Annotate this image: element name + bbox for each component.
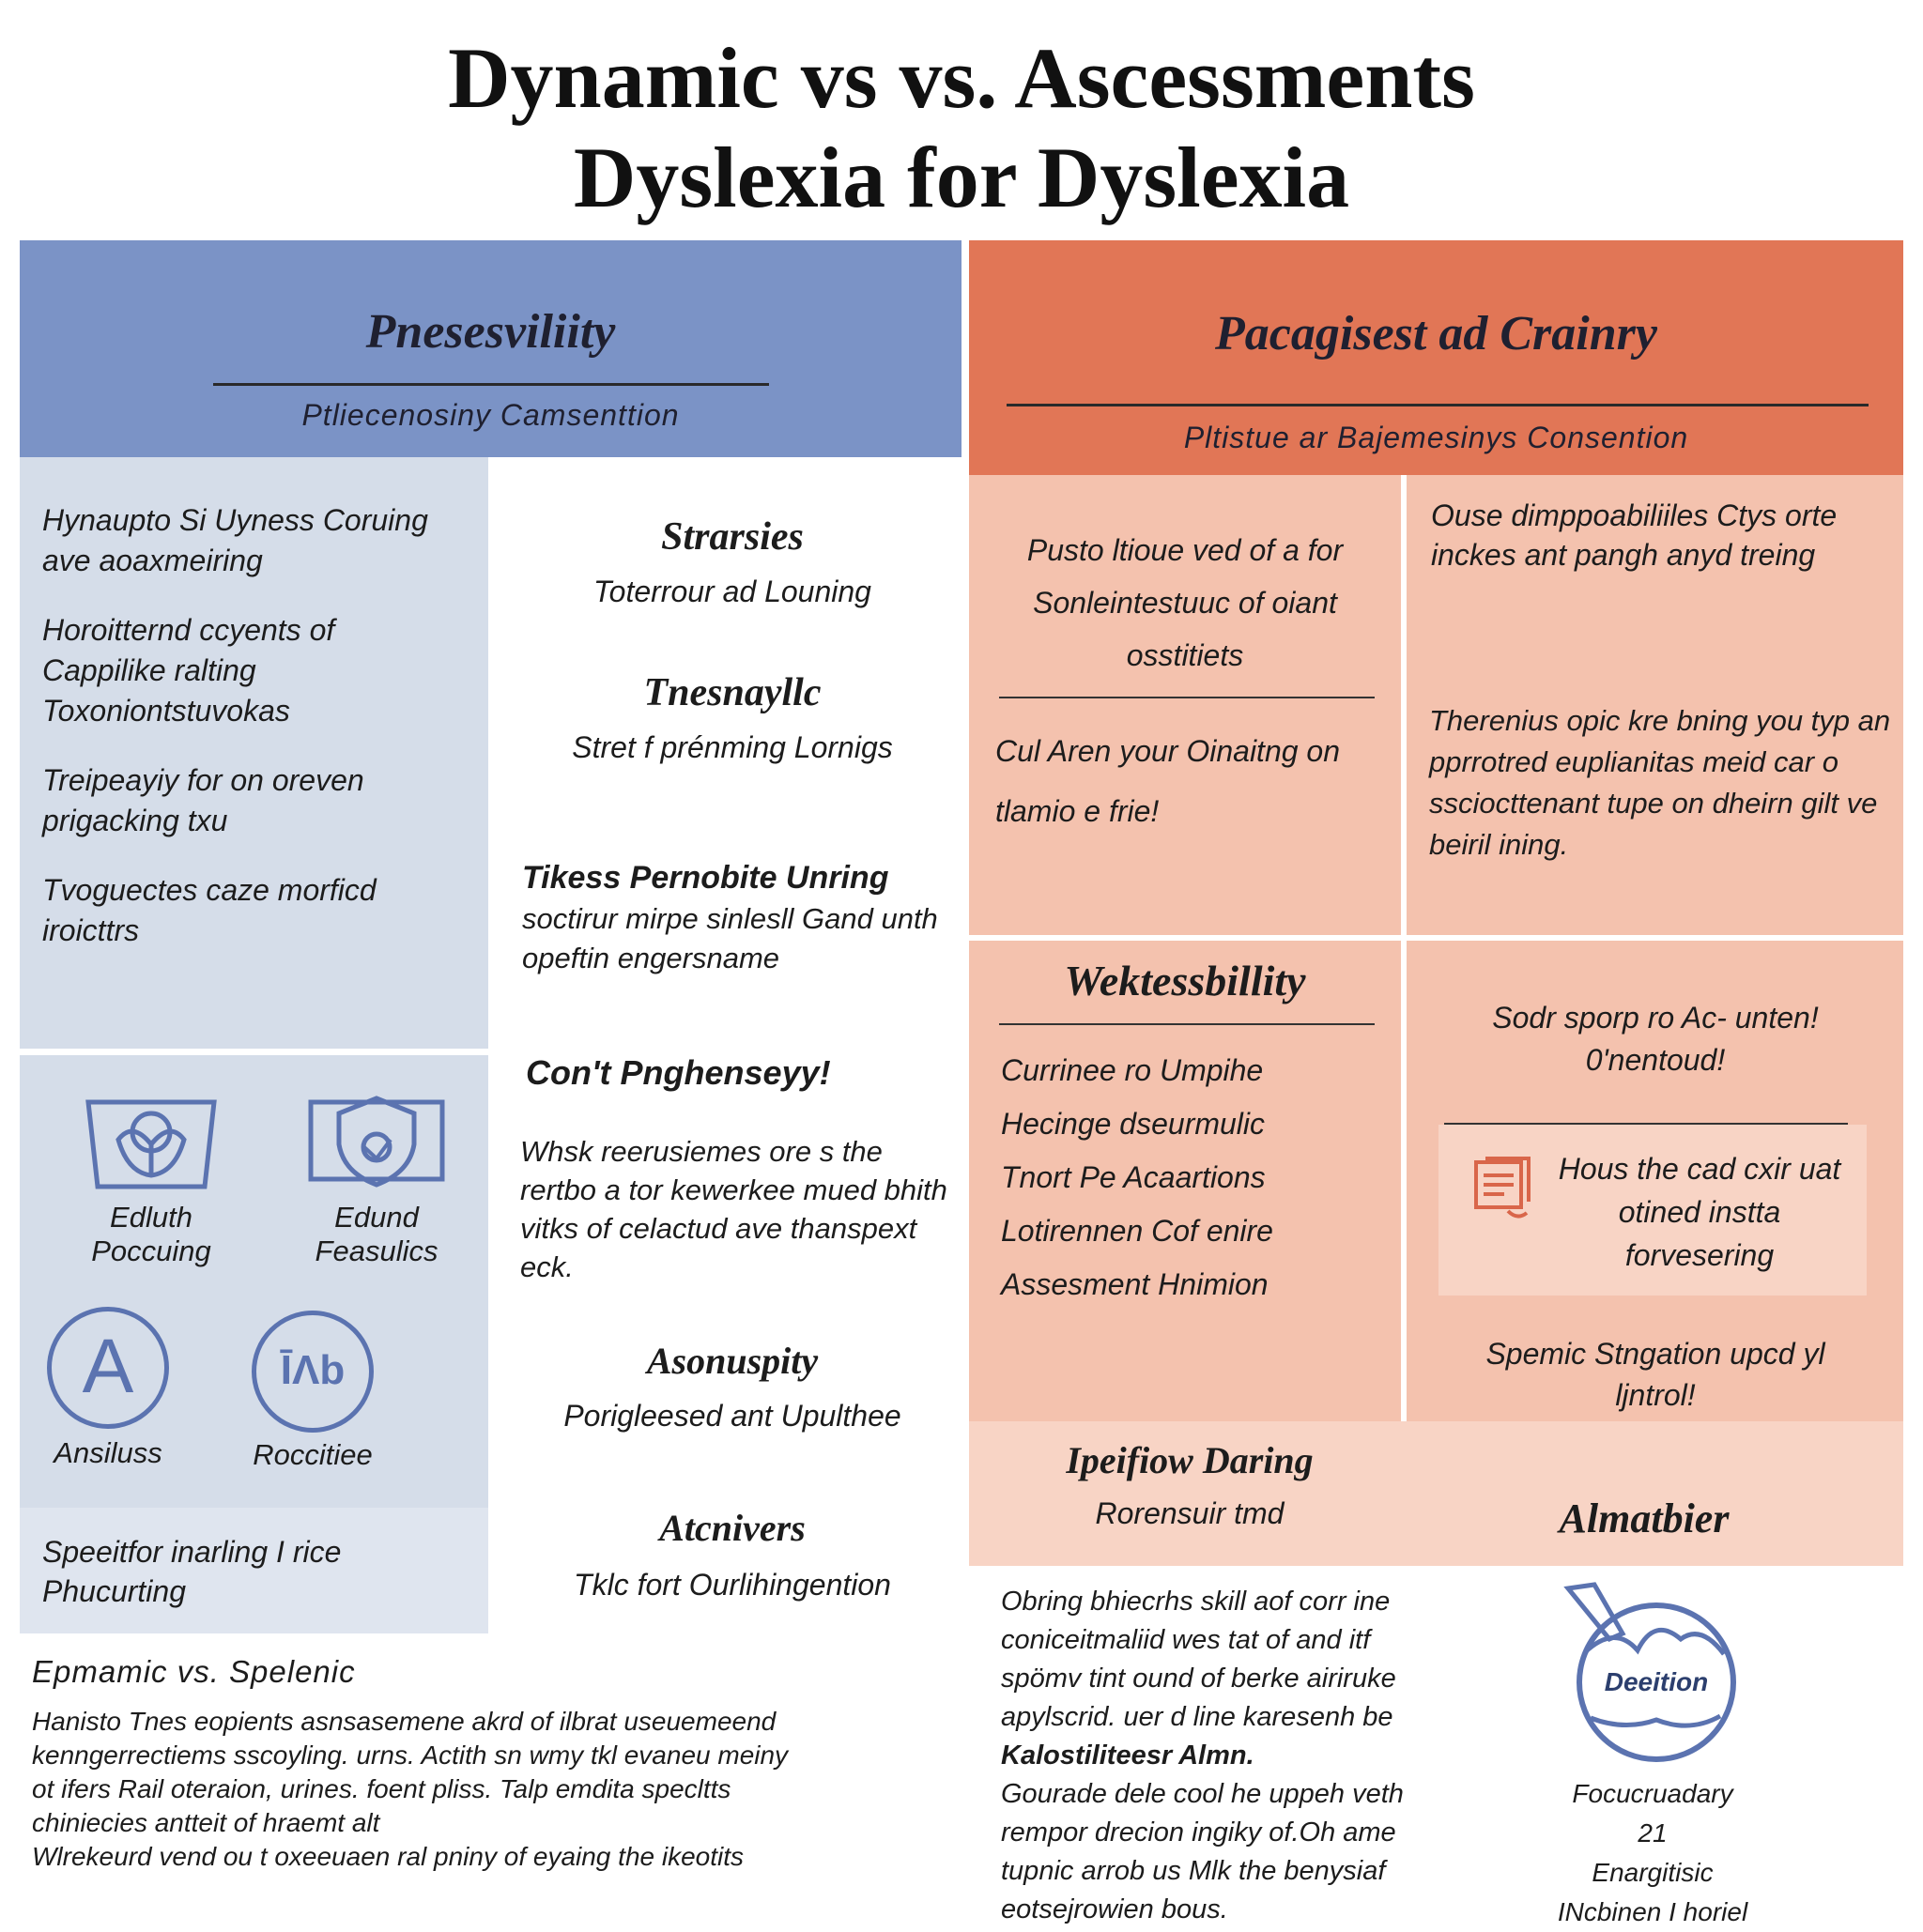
icon-card-2 <box>292 1093 461 1268</box>
bottom-left-line-5: Wlrekeurd vend ou t oxeeuaen ral pniny of eyaing the ikeotits <box>32 1842 745 1871</box>
right-item-2: Cul Aren your Oinaitng on tlamio e frie! <box>995 734 1341 828</box>
mid-sub-5: Porigleesed ant Upulthee <box>563 1399 901 1433</box>
globe-caption-4: INcbinen I horiel <box>1557 1897 1748 1926</box>
right-callouts-panel <box>1407 941 1903 1449</box>
bottom-right-line-4: apylscrid. uer d line karesenh be <box>1001 1702 1393 1732</box>
weakness-rule <box>999 1023 1375 1025</box>
icon-label-2: Edund Feasulics <box>315 1201 438 1267</box>
mid-sub-4: Whsk reerusiemes ore s the rertbo a tor kewerkee mued bhith vitks of celactud ave thanspext eck. <box>520 1135 947 1283</box>
weakness-item-3: Tnort Pe Acaartions <box>1001 1160 1266 1194</box>
callout-box <box>1438 1125 1867 1296</box>
mid-heading-1: Strarsies <box>661 515 804 559</box>
letter-a-icon: A <box>47 1307 169 1429</box>
title-line-1: Dynamic vs vs. Ascessments <box>448 30 1475 126</box>
icon-label-1: Edluth Poccuing <box>91 1201 211 1267</box>
bottom-right-line-8: eotsejrowien bous. <box>1001 1894 1228 1924</box>
weakness-item-1: Currinee ro Umpihe <box>1001 1053 1264 1087</box>
mid-heading-2: Tnesnayllc <box>643 671 822 714</box>
bottom-right-line-3: spömv tint ound of berke airiruke <box>1001 1664 1396 1694</box>
right-header-rule <box>1007 404 1869 406</box>
globe-label: Deeition <box>1604 1667 1709 1696</box>
icon-card-1 <box>57 1093 245 1268</box>
right-bottom-sub: Rorensuir tmd <box>1095 1496 1285 1530</box>
callout-2: Spemic Stngation upcd yl ljntrol! <box>1485 1337 1825 1412</box>
bottom-right-line-2: coniceitmaliid wes tat of and itf <box>1001 1625 1371 1655</box>
right-note-2: Therenius opic kre bning you typ an pprrotred euplianitas meid car o ssciocttenant tupe on dheirn gilt ve beiril ining. <box>1429 704 1891 861</box>
weakness-item-4: Lotirennen Cof enire <box>1001 1214 1273 1248</box>
weakness-item-5: Assesment Hnimion <box>1001 1267 1269 1301</box>
accessibility-icon: ĪΛb <box>252 1311 374 1433</box>
globe-section <box>1540 1577 1765 1926</box>
left-item-1: Hynaupto Si Uyness Coruing ave aoaxmeiring <box>42 503 428 577</box>
bottom-left-line-2: kenngerrectiems sscoyling. urns. Actith sn wmy tkl evaneu meiny <box>32 1740 789 1770</box>
left-header-rule <box>213 383 769 386</box>
bottom-right-bold-line: Kalostiliteesr Almn. <box>1001 1740 1254 1771</box>
callout-1: Sodr sporp ro Ac- unten! 0'nentoud! <box>1492 1001 1819 1077</box>
bottom-left-line-3: ot ifers Rail oteraion, urines. foent pliss. Talp emdita specltts <box>32 1774 731 1803</box>
mid-sub-3: soctirur mirpe sinlesll Gand unth opeftin engersname <box>522 902 938 974</box>
left-item-4: Tvoguectes caze morficd iroicttrs <box>42 873 377 947</box>
bottom-right-body <box>1001 1583 1527 1929</box>
bottom-left-line-4: chiniecies antteit of hraemt alt <box>32 1808 380 1837</box>
flower-badge-icon <box>81 1093 222 1196</box>
callout-box-text: Hous the cad cxir uat otined instta forvesering <box>1558 1152 1841 1272</box>
left-item-2: Horoitternd ccyents of Cappilike ralting Toxoniontstuvokas <box>42 613 335 728</box>
bottom-right-line-7: tupnic arrob us Mlk the benysiaf <box>1001 1856 1386 1886</box>
left-item-3: Treipeayiy for on oreven prigacking txu <box>42 763 364 837</box>
right-bottom-heading: Ipeifiow Daring <box>1066 1439 1314 1481</box>
weakness-panel <box>969 941 1401 1421</box>
bottom-left-body <box>32 1705 933 1874</box>
right-strengths-panel <box>969 475 1401 935</box>
left-footer-panel <box>20 1508 488 1633</box>
globe-caption-2: 21 <box>1638 1818 1668 1848</box>
mid-heading-6: Atcnivers <box>659 1507 806 1549</box>
left-strengths-panel <box>20 457 488 1049</box>
right-item-1: Pusto ltioue ved of a for Sonleintestuuc of oiant osstitiets <box>1026 533 1344 672</box>
weakness-item-2: Hecinge dseurmulic <box>1001 1107 1266 1141</box>
left-header-title: Pnesesviliity <box>365 305 616 359</box>
bottom-right-line-1: Obring bhiecrhs skill aof corr ine <box>1001 1587 1391 1617</box>
weakness-heading: Wektessbillity <box>1064 957 1306 1004</box>
icon-label-3: Ansiluss <box>54 1436 162 1469</box>
icon-card-4 <box>228 1311 397 1472</box>
right-bottom-band <box>969 1421 1903 1566</box>
bottom-right-line-5: Gourade dele cool he uppeh veth <box>1001 1779 1404 1809</box>
right-header <box>969 240 1903 475</box>
bottom-right-section <box>1001 1583 1527 1929</box>
globe-caption-3: Enargitisic <box>1592 1858 1714 1887</box>
page-title <box>0 28 1923 227</box>
globe-caption <box>1540 1774 1765 1932</box>
mid-heading-5: Asonuspity <box>646 1340 819 1382</box>
right-note-1: Ouse dimppoabiliiles Ctys orte inckes ant pangh anyd treing <box>1431 498 1838 572</box>
document-icon <box>1467 1153 1540 1224</box>
bottom-left-line-1: Hanisto Tnes eopients asnsasemene akrd of ilbrat useuemeend <box>32 1707 777 1736</box>
right-notes-panel <box>1407 475 1903 935</box>
right-item-rule <box>999 697 1375 698</box>
mid-heading-3: Tikess Pernobite Unring <box>522 860 889 896</box>
shield-icon <box>306 1093 447 1196</box>
weakness-list <box>1001 1044 1395 1311</box>
left-icons-panel <box>20 1055 488 1508</box>
mid-heading-4: Con't Pnghenseyy! <box>526 1053 831 1092</box>
mid-sub-2: Stret f prénming Lornigs <box>572 730 893 764</box>
icon-label-4: Roccitiee <box>253 1438 373 1471</box>
mid-sub-6: Tklc fort Ourlihingention <box>574 1568 891 1602</box>
left-header <box>20 240 962 457</box>
left-footer-text: Speeitfor inarling I rice Phucurting <box>42 1535 342 1608</box>
left-header-subtitle: Ptliecenosiny Camsenttion <box>301 398 680 432</box>
title-line-2: Dyslexia for Dyslexia <box>573 130 1350 225</box>
icon-card-3 <box>42 1307 174 1470</box>
globe-caption-1: Focucruadary <box>1572 1779 1733 1808</box>
mid-sub-1: Toterrour ad Louning <box>593 575 871 608</box>
right-header-title: Pacagisest ad Crainry <box>1215 307 1657 360</box>
right-header-subtitle: Pltistue ar Bajemesinys Consention <box>1183 421 1689 454</box>
bottom-left-heading: Epmamic vs. Spelenic <box>32 1654 356 1689</box>
bottom-left-section <box>32 1654 933 1874</box>
right-bottom-heading-2: Almatbier <box>1559 1495 1730 1541</box>
bottom-right-line-6: rempor drecion ingiky of.Oh ame <box>1001 1817 1396 1848</box>
